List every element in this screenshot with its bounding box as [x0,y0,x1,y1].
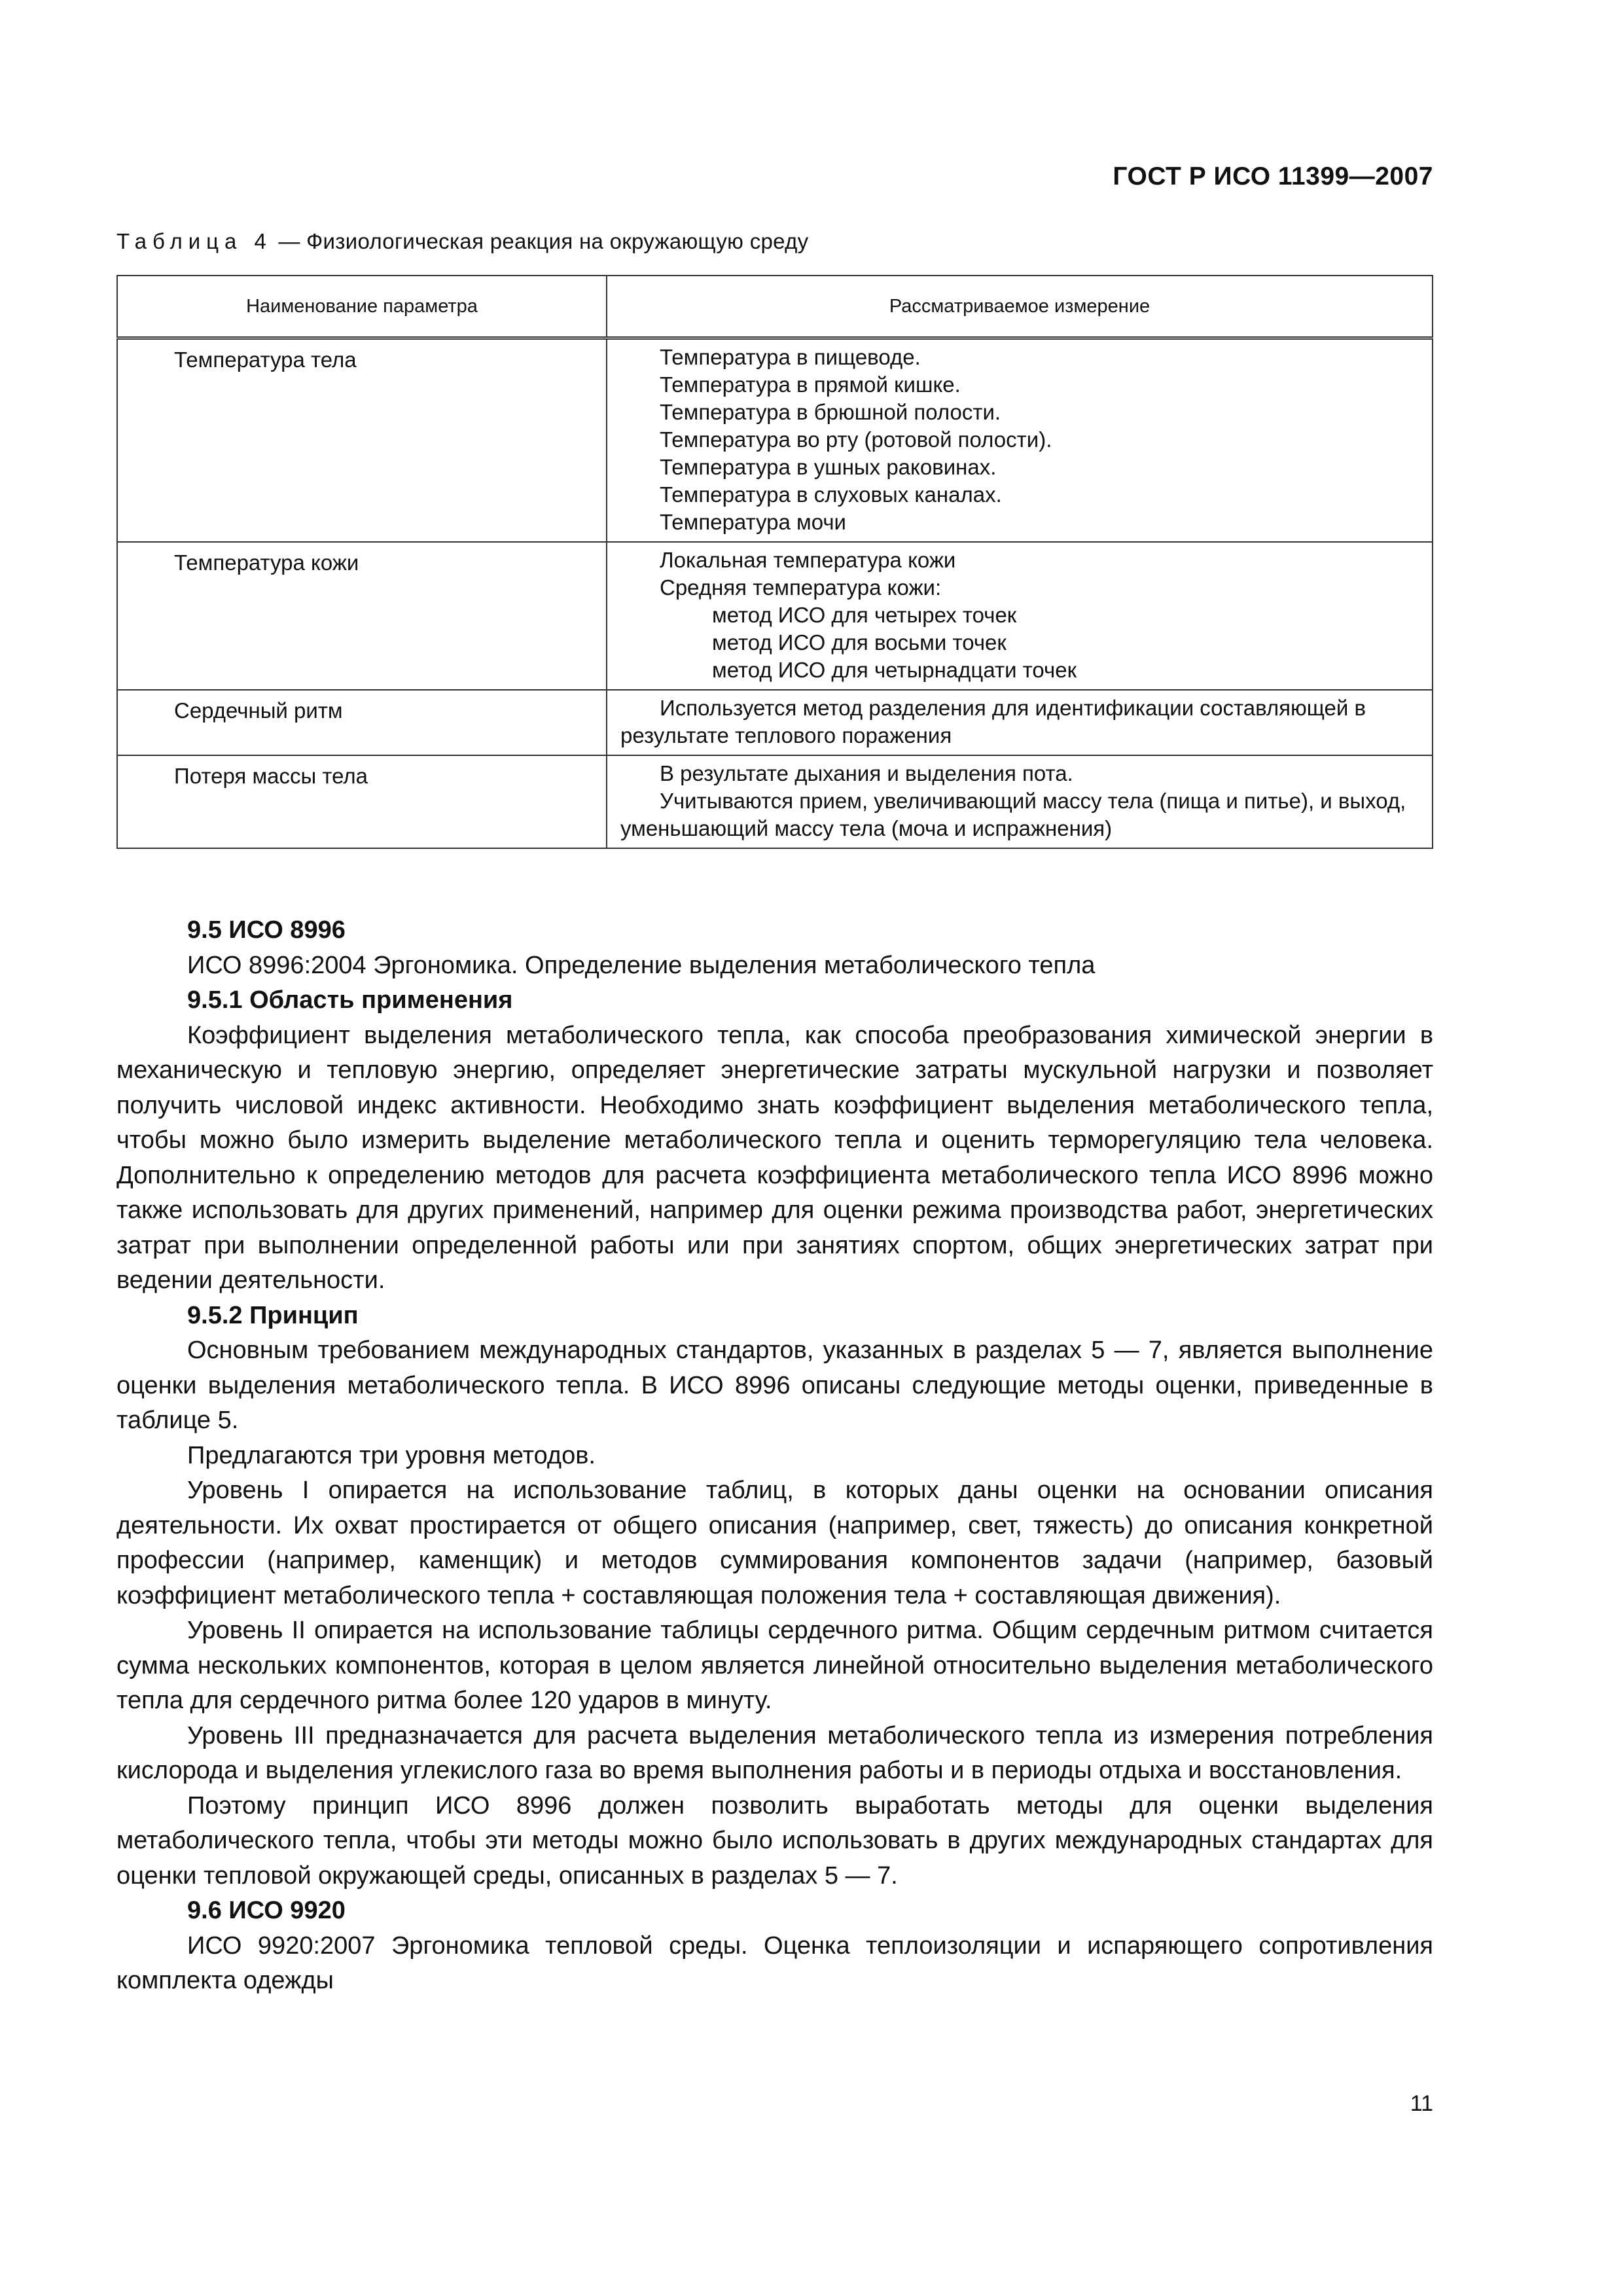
table-row [117,338,1433,543]
parameter-name: Потеря массы тела [117,755,607,848]
measurement-cell [607,755,1433,848]
paragraph: Уровень I опирается на использование таблиц, в которых даны оценки на основании описания деятельности. Их охват простирается от общего описания (например, свет, тяжесть) до описания конкретной профессии (например, каменщик) и методов суммирования компонентов задачи (например, базовый коэффициент метаболического тепла + составляющая положения тела + составляющая движения). [116,1477,1433,1609]
table-row [117,755,1433,848]
table-caption [116,229,808,254]
paragraph: Коэффициент выделения метаболического тепла, как способа преобразования химической энергии в механическую и тепловую энергию, определяет энергетические затраты мускульной нагрузки и позволяет получить числовой индекс активности. Необходимо знать коэффициент выделения метаболического тепла, чтобы можно было измерить выделение метаболического тепла и оценить терморегуляцию тела человека. Дополнительно к определению методов для расчета коэффициента метаболического тепла ИСО 8996 можно также использовать для других применений, например для оценки режима производства работ, энергетических затрат при выполнении определенной работы или при занятиях спортом, общих энергетических затрат при ведении деятельности. [116,1021,1433,1294]
body-text [116,913,1433,1999]
measurement-line: Температура в ушных раковинах. [660,455,997,479]
section-heading: 9.5.2 Принцип [187,1301,359,1329]
parameter-name: Сердечный ритм [117,690,607,755]
measurement-line: Температура в брюшной полости. [660,400,1001,424]
table-caption-label: Таблица 4 [116,229,272,253]
measurement-line: Средняя температура кожи: [660,575,942,600]
measurement-line: Температура в прямой кишке. [660,372,961,397]
measurement-line: Температура мочи [660,510,846,534]
table-caption-text: — Физиологическая реакция на окружающую среду [272,229,809,253]
column-header-parameter: Наименование параметра [117,276,607,338]
standard-reference: ИСО 9920:2007 Эргономика тепловой среды. Оценка теплоизоляции и испаряющего сопротивления комплекта одежды [116,1931,1433,1994]
paragraph: Уровень III предназначается для расчета выделения метаболического тепла из измерения потребления кислорода и выделения углекислого газа во время выполнения работы и в периоды отдыха и восстановления. [116,1721,1433,1784]
section-heading: 9.5 ИСО 8996 [187,916,346,944]
measurement-paragraph: Учитываются прием, увеличивающий массу тела (пища и питье), и выход, уменьшающий массу тела (моча и испражнения) [620,789,1406,840]
physiological-response-table [116,275,1433,849]
measurement-line: Локальная температура кожи [660,548,956,572]
measurement-line: Температура во рту (ротовой полости). [660,427,1052,452]
measurement-line: Температура в пищеводе. [660,345,921,369]
section-heading: 9.5.1 Область применения [187,986,513,1014]
table-row [117,690,1433,755]
table-row [117,542,1433,690]
paragraph: Поэтому принцип ИСО 8996 должен позволить выработать методы для оценки выделения метаболического тепла, чтобы эти методы можно было использовать в других международных стандартах для оценки тепловой окружающей среды, описанных в разделах 5 — 7. [116,1791,1433,1890]
measurement-line: Температура в слуховых каналах. [660,482,1002,507]
measurement-cell [607,338,1433,543]
section-heading: 9.6 ИСО 9920 [187,1897,346,1924]
measurement-cell [607,542,1433,690]
column-header-measurement: Рассматриваемое измерение [607,276,1433,338]
paragraph: Предлагаются три уровня методов. [187,1441,596,1469]
measurement-cell [607,690,1433,755]
measurement-paragraph: Используется метод разделения для идентификации составляющей в результате теплового поражения [620,696,1366,747]
parameter-name: Температура кожи [117,542,607,690]
paragraph: Основным требованием международных стандартов, указанных в разделах 5 — 7, является выполнение оценки выделения метаболического тепла. В ИСО 8996 описаны следующие методы оценки, приведенные в таблице 5. [116,1336,1433,1434]
measurement-line: метод ИСО для восьми точек [712,630,1007,655]
measurement-line: метод ИСО для четырнадцати точек [712,658,1077,682]
measurement-paragraph: В результате дыхания и выделения пота. [660,761,1073,785]
measurement-line: метод ИСО для четырех точек [712,603,1017,627]
page-number: 11 [1410,2091,1433,2116]
standard-reference: ИСО 8996:2004 Эргономика. Определение выделения метаболического тепла [187,951,1096,979]
parameter-name: Температура тела [117,338,607,543]
document-number: ГОСТ Р ИСО 11399—2007 [1113,162,1433,190]
paragraph: Уровень II опирается на использование таблицы сердечного ритма. Общим сердечным ритмом считается сумма нескольких компонентов, которая в целом является линейной относительно выделения метаболического тепла для сердечного ритма более 120 ударов в минуту. [116,1617,1433,1714]
